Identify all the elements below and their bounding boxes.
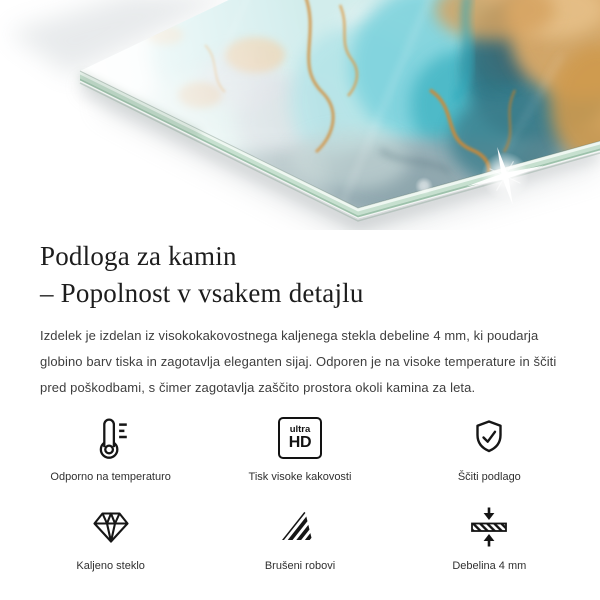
feature-label: Ščiti podlago (457, 471, 521, 483)
feature-temperature-resistance (16, 414, 205, 483)
shield-check-icon (467, 416, 511, 460)
page-title-line2: – Popolnost v vsakem detajlu (40, 278, 364, 308)
page-title-line1: Podloga za kamin (40, 241, 237, 271)
diamond-icon (88, 507, 134, 547)
ultra-hd-label-bottom: HD (288, 434, 312, 452)
features-grid (16, 414, 584, 572)
ultra-hd-icon (278, 417, 322, 459)
feature-label: Kaljeno steklo (76, 560, 145, 572)
feature-protects-surface (395, 414, 584, 483)
product-description: Izdelek je izdelan iz visokokakovostnega kaljenega stekla debeline 4 mm, ki poudarja globino barv tiska in zagotavlja eleganten sijaj. Odporen je na visoke temperature in ščiti pred poškodbami, s čimer zagotavlja zaščito prostora okoli kamina za leta. (40, 328, 557, 395)
feature-label: Tisk visoke kakovosti (248, 471, 352, 483)
feature-label: Brušeni robovi (264, 560, 336, 572)
small-glint (415, 177, 433, 195)
feature-thickness (395, 503, 584, 572)
feature-label: Debelina 4 mm (452, 560, 527, 572)
feature-print-quality (205, 414, 394, 483)
feature-tempered-glass (16, 503, 205, 572)
feature-label: Odporno na temperaturo (50, 471, 171, 483)
page-title (40, 238, 560, 312)
thickness-arrows-icon (467, 505, 511, 549)
glass-panel-artwork (0, 0, 600, 230)
polished-edges-icon (278, 505, 322, 549)
feature-polished-edges (205, 503, 394, 572)
product-hero-image (0, 0, 600, 230)
ultra-hd-label-top: ultra (289, 423, 311, 435)
thermometer-icon (89, 415, 133, 461)
